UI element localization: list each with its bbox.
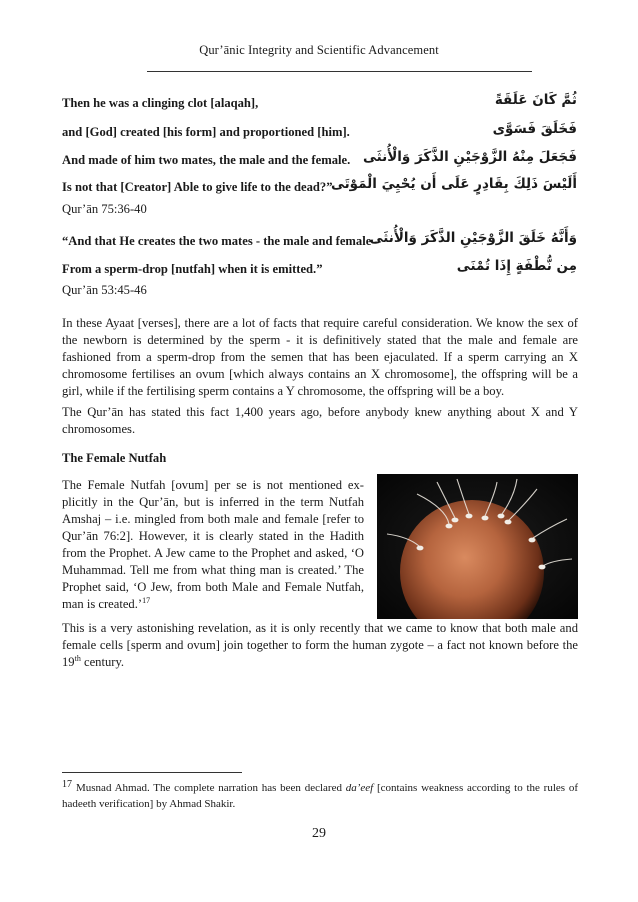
header-divider: [147, 71, 532, 72]
verse-line: [62, 176, 577, 202]
footnote-divider: [62, 772, 242, 773]
paragraph-text: The Qur’ān has stated this fact 1,400 years ago, before anybody knew anything about X and Y chromosomes.: [62, 405, 578, 436]
body-paragraph: [62, 315, 578, 400]
verse-line: [62, 92, 577, 118]
body-paragraph: [62, 620, 578, 671]
page-number: 29: [312, 826, 326, 841]
verse-arabic: فَجَعَلَ مِنْهُ الزَّوْجَيْنِ الذَّكَرَ وَالْأُنثَى: [362, 149, 577, 165]
footnote-italic: da’eef: [345, 782, 374, 794]
verse-arabic: وَأَنَّهُ خَلَقَ الزَّوْجَيْنِ الذَّكَرَ وَالْأُنثَى: [369, 230, 577, 246]
footnote-number: 17: [62, 779, 72, 790]
running-header: Qur’ānic Integrity and Scientific Advancement: [199, 43, 439, 57]
verse-arabic: أَلَيْسَ ذَلِكَ بِقَادِرٍ عَلَى أَن يُحْيِيَ الْمَوْتَى: [330, 176, 577, 192]
verse-line: [62, 258, 577, 284]
verse-english: And made of him two mates, the male and the female.: [62, 153, 351, 167]
verse-arabic: ثُمَّ كَانَ عَلَقَةً: [494, 92, 577, 108]
verse-line: [62, 121, 577, 147]
footnote-ref: 17: [142, 595, 151, 605]
superscript: th: [74, 653, 81, 663]
footnote-text: Musnad Ahmad. The complete narration has been declared: [76, 782, 346, 794]
paragraph-text: In these Ayaat [verses], there are a lot of facts that require careful consideration. We know the sex of the newborn is determined by the sperm - it is definitively stated that the male and female are fashioned from a sperm-drop from the semen that has been ejaculated. If a sperm carrying an X chromosome fertilises an ovum [which always contains an X chromosome], the offspring will be a girl, while if the fertilising sperm contains a Y chromosome, the offspring will be a boy.: [62, 316, 578, 398]
quran-reference: Qur’ān 53:45-46: [62, 283, 147, 297]
section-heading: The Female Nutfah: [62, 451, 167, 465]
verse-line: [62, 230, 577, 256]
verse-line: [62, 149, 577, 175]
body-paragraph: [62, 404, 578, 438]
verse-english: and [God] created [his form] and proportioned [him].: [62, 125, 350, 139]
verse-english: From a sperm-drop [nutfah] when it is emitted.”: [62, 262, 323, 276]
quran-reference: Qur’ān 75:36-40: [62, 202, 147, 216]
paragraph-text: The Female Nutfah [ovum] per se is not mentioned ex-plicitly in the Qur’ān, but is inferred in the term Nutfah Amshaj – i.e. mingled from both male and female [refer to Qur’ān 76:2]. However, it is clearly stated in the Hadith from the Prophet. A Jew came to the Prophet and asked, ‘O Muhammad. Tell me from what thing man is created.’ The Prophet said, ‘O Jew, from both Male and Female Nutfah, man is created.’: [62, 478, 364, 611]
ovum-sperm-photo: [377, 474, 578, 619]
paragraph-text-end: century.: [80, 655, 125, 669]
footnote: [62, 777, 578, 812]
ovum-sperm-image: [377, 474, 578, 619]
verse-english: Is not that [Creator] Able to give life to the dead?”: [62, 180, 333, 194]
verse-english: Then he was a clinging clot [alaqah],: [62, 96, 259, 110]
paragraph-text: This is a very astonishing revelation, as it is only recently that we came to know that both male and female cells [sperm and ovum] join together to form the human zygote – a fact not known before the 19: [62, 621, 578, 669]
verse-english: “And that He creates the two mates - the male and female –: [62, 234, 381, 248]
body-paragraph: [62, 477, 364, 613]
footnote-text-end: [contains weakness according to the rules of hadeeth verification] by Ahmad Shakir.: [62, 782, 578, 810]
verse-arabic: مِن نُّطْفَةٍ إِذَا تُمْنَى: [456, 258, 577, 274]
verse-arabic: فَخَلَقَ فَسَوَّى: [492, 121, 577, 137]
